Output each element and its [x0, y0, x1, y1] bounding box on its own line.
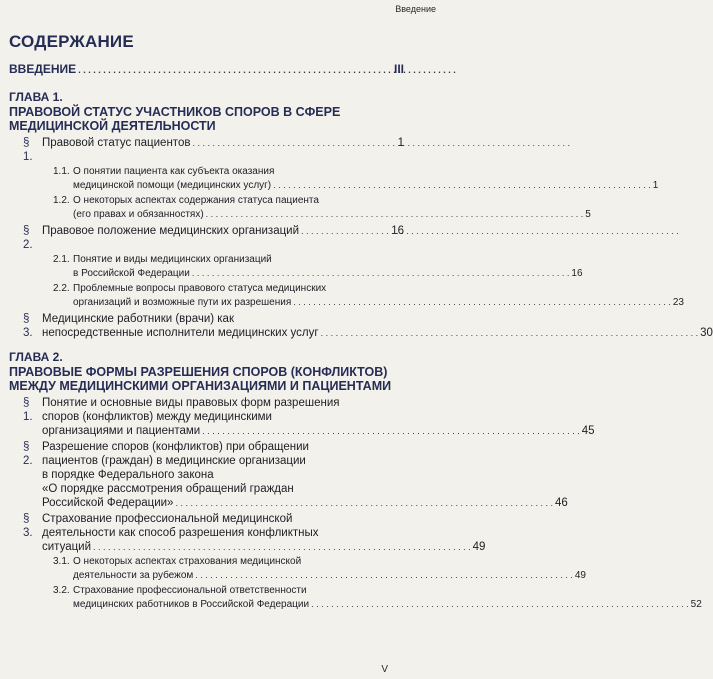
- subsection-title-line: О некоторых аспектах страхования медицинской: [73, 556, 302, 567]
- subsection-title-line: медицинской помощи (медицинских услуг): [73, 179, 272, 191]
- toc-intro-entry: [9, 62, 404, 76]
- subsection-title-line: О понятии пациента как субъекта оказания: [73, 166, 275, 177]
- leader-dots: [311, 598, 689, 612]
- chapter-title: ПРАВОВЫЕ ФОРМЫ РАЗРЕШЕНИЯ СПОРОВ (КОНФЛИКТОВ) МЕЖДУ МЕДИЦИНСКИМИ ОРГАНИЗАЦИЯМИ И ПАЦИЕНТАМИ: [9, 365, 392, 393]
- section-title-line: деятельности как способ разрешения конфликтных: [42, 527, 319, 539]
- subsection-number: 1.1.: [53, 166, 70, 177]
- section-page: 49: [472, 541, 486, 553]
- toc-section-entry: [23, 312, 713, 340]
- section-mark: § 1.: [23, 397, 33, 423]
- page-title: СОДЕРЖАНИЕ: [9, 32, 134, 51]
- leader-dots: [192, 267, 570, 281]
- subsection-number: 1.2.: [53, 195, 70, 206]
- section-title-line: в порядке Федерального закона: [42, 469, 214, 481]
- section-title-line: ситуаций: [42, 541, 92, 553]
- section-title-line: организациями и пациентами: [42, 425, 201, 437]
- subsection-page: 52: [690, 598, 702, 610]
- subsection-title-line: О некоторых аспектах содержания статуса пациента: [73, 195, 319, 206]
- section-mark: § 1.: [23, 137, 33, 163]
- subsection-page: 23: [672, 296, 684, 308]
- subsection-page: 16: [571, 267, 583, 279]
- leader-dots: [206, 208, 584, 222]
- intro-label: ВВЕДЕНИЕ: [9, 62, 77, 76]
- running-head: Введение: [395, 4, 436, 14]
- subsection-title-line: Проблемные вопросы правового статуса медицинских: [73, 283, 327, 294]
- chapter-number: ГЛАВА 1.: [9, 90, 63, 104]
- section-mark: § 2.: [23, 225, 33, 251]
- toc-section-entry: [23, 512, 486, 554]
- intro-page: III: [393, 62, 404, 76]
- subsection-page: 49: [574, 569, 586, 581]
- section-title-line: Страхование профессиональной медицинской: [42, 513, 293, 525]
- subsection-page: 1: [652, 179, 659, 191]
- subsection-number: 2.2.: [53, 283, 70, 294]
- leader-dots: [273, 179, 651, 193]
- leader-dots: [175, 496, 553, 510]
- toc-subsection-entry: [53, 283, 684, 309]
- subsection-number: 3.2.: [53, 585, 70, 596]
- subsection-title-line: (его правах и обязанностях): [73, 208, 204, 220]
- section-page: 1: [397, 137, 404, 149]
- leader-dots: [195, 569, 573, 583]
- toc-section-entry: [23, 396, 595, 438]
- toc-section-entry: [23, 136, 404, 164]
- subsection-title-line: медицинских работников в Российской Федерации: [73, 598, 310, 610]
- subsection-title-line: Понятие и виды медицинских организаций: [73, 254, 272, 265]
- toc-subsection-entry: [53, 585, 702, 611]
- section-title-line: Разрешение споров (конфликтов) при обращении: [42, 441, 309, 453]
- toc-subsection-entry: [53, 195, 591, 221]
- leader-dots: [321, 326, 699, 340]
- section-mark: § 2.: [23, 441, 33, 467]
- subsection-number: 2.1.: [53, 254, 70, 265]
- section-title-line: непосредственные исполнители медицинских услуг: [42, 327, 319, 339]
- chapter-2: [9, 350, 702, 611]
- chapter-number: ГЛАВА 2.: [9, 350, 63, 364]
- toc-subsection-entry: [53, 556, 586, 582]
- chapter-title: ПРАВОВОЙ СТАТУС УЧАСТНИКОВ СПОРОВ В СФЕРЕ МЕДИЦИНСКОЙ ДЕЯТЕЛЬНОСТИ: [9, 105, 341, 133]
- subsection-title-line: Страхование профессиональной ответственности: [73, 585, 307, 596]
- section-mark: § 3.: [23, 313, 33, 339]
- toc-subsection-entry: [53, 254, 583, 280]
- section-title-line: «О порядке рассмотрения обращений граждан: [42, 483, 294, 495]
- section-title: Правовой статус пациентов: [42, 137, 191, 149]
- chapter-1: [9, 90, 713, 340]
- section-title-line: Понятие и основные виды правовых форм разрешения: [42, 397, 340, 409]
- page-number: V: [381, 664, 388, 675]
- section-page: 16: [391, 225, 404, 237]
- subsection-page: 5: [585, 208, 591, 220]
- section-title-line: споров (конфликтов) между медицинскими: [42, 411, 272, 423]
- section-title-line: пациентов (граждан) в медицинские организации: [42, 455, 306, 467]
- toc-section-entry: [23, 440, 568, 510]
- toc-section-entry: [23, 224, 404, 252]
- section-mark: § 3.: [23, 513, 33, 539]
- table-of-contents: [9, 62, 713, 614]
- toc-subsection-entry: [53, 166, 659, 192]
- subsection-number: 3.1.: [53, 556, 70, 567]
- section-page: 30: [700, 327, 713, 339]
- leader-dots: [202, 424, 580, 438]
- leader-dots: [78, 62, 392, 76]
- section-title: Правовое положение медицинских организаций: [42, 225, 300, 237]
- section-title-line: Российской Федерации»: [42, 497, 174, 509]
- subsection-title-line: организаций и возможные пути их разрешения: [73, 296, 292, 308]
- leader-dots: [301, 224, 389, 238]
- subsection-title-line: деятельности за рубежом: [73, 569, 194, 581]
- leader-dots: [93, 540, 471, 554]
- subsection-title-line: в Российской Федерации: [73, 267, 190, 279]
- leader-dots: [293, 296, 671, 310]
- section-page: 45: [581, 425, 595, 437]
- leader-dots: [192, 136, 395, 150]
- section-page: 46: [555, 497, 568, 509]
- section-title-line: Медицинские работники (врачи) как: [42, 313, 234, 325]
